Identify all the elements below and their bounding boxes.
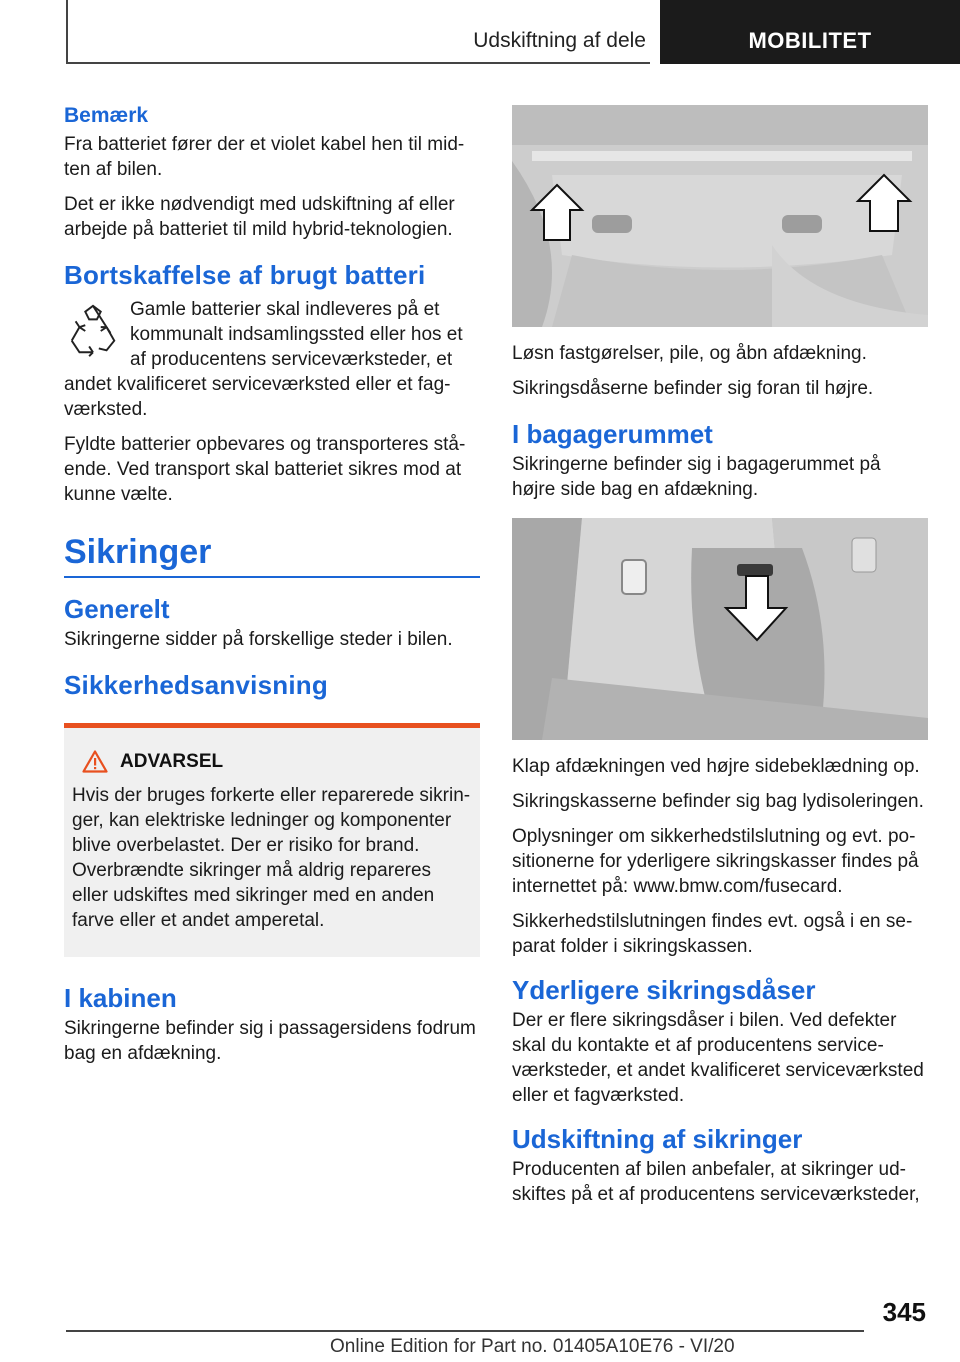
extra-fuses-heading: Yderligere sikringsdåser xyxy=(512,975,816,1005)
fuses-heading: Sikringer xyxy=(64,533,480,578)
photo-caption-1: Løsn fastgørelser, pile, og åbn afdækning. xyxy=(512,343,867,364)
safety-heading: Sikkerhedsanvisning xyxy=(64,670,328,700)
info-paragraph: Oplysninger om sikkerhedstilslutning og evt. positionerne for yderligere sikringskasser findes på internettet på: www.bmw.com/fusecard. xyxy=(512,826,919,897)
note-paragraph-2: Det er ikke nødvendigt med udskiftning af eller arbejde på batteriet til mild hybrid-teknologien. xyxy=(64,194,455,240)
disposal-block xyxy=(64,297,480,422)
trunk-paragraph: Sikringerne befinder sig i bagagerummet på højre side bag en afdækning. xyxy=(512,454,881,500)
warning-label: ADVARSEL xyxy=(120,750,224,772)
photo-caption-2: Klap afdækningen ved højre sidebeklædning op. xyxy=(512,756,920,777)
note-paragraph-1: Fra batteriet fører der et violet kabel hen til midten af bilen. xyxy=(64,134,465,180)
extra-fuses-paragraph: Der er flere sikringsdåser i bilen. Ved defekter skal du kontakte et af producentens serviceværksteder, et andet kvalificeret serviceværksted eller et fagværksted. xyxy=(512,1010,924,1106)
disposal-paragraph-1: Gamle batterier skal indleveres på et kommunalt indsamlingssted eller hos et af producentens serviceværksteder, et andet kvalificeret serviceværksted eller et fagværksted. xyxy=(64,299,463,420)
recycle-icon xyxy=(64,301,122,361)
disposal-heading: Bortskaffelse af brugt batteri xyxy=(64,260,426,290)
cabin-paragraph: Sikringerne befinder sig i passagersidens fodrum bag en afdækning. xyxy=(64,1018,476,1064)
warning-title xyxy=(72,750,472,773)
right-column xyxy=(512,105,928,1217)
replace-fuses-paragraph: Producenten af bilen anbefaler, at sikringer udskiftes på et af producentens serviceværksteder, xyxy=(512,1159,920,1205)
page-number: 345 xyxy=(882,1297,926,1327)
general-paragraph: Sikringerne sidder på forskellige steder i bilen. xyxy=(64,629,453,650)
fuse-boxes-paragraph: Sikringskasserne befinder sig bag lydisoleringen. xyxy=(512,791,924,812)
note-title: Bemærk xyxy=(64,104,149,127)
footer-edition: Online Edition for Part no. 01405A10E76 - VI/20 xyxy=(330,1336,735,1357)
disposal-paragraph-2: Fyldte batterier opbevares og transporteres stående. Ved transport skal batteriet sikres mod at kunne vælte. xyxy=(64,434,466,505)
trunk-heading: I bagagerummet xyxy=(512,419,713,449)
cabin-heading: I kabinen xyxy=(64,983,177,1013)
left-column xyxy=(64,100,480,1076)
fuse-cover-photo xyxy=(512,105,928,327)
warning-text: Hvis der bruges forkerte eller reparerede sikringer, kan elektriske ledninger og komponenter blive overbelastet. Der er risiko for brand. Overbrændte sikringer må aldrig repareres eller udskiftes med sikringer med en anden farve eller et andet amperetal. xyxy=(72,785,471,931)
front-fuse-paragraph: Sikringsdåserne befinder sig foran til højre. xyxy=(512,378,874,399)
header-section-title: Udskiftning af dele xyxy=(473,29,646,52)
folder-paragraph: Sikkerhedstilslutningen findes evt. også i en separat folder i sikringskassen. xyxy=(512,911,913,957)
header-left-rule xyxy=(66,0,68,64)
header-chapter-tab[interactable]: MOBILITET xyxy=(660,0,960,64)
warning-box xyxy=(64,723,480,957)
trunk-cover-illustration xyxy=(512,518,928,740)
footer-rule xyxy=(66,1330,864,1332)
replace-fuses-heading: Udskiftning af sikringer xyxy=(512,1124,803,1154)
general-heading: Generelt xyxy=(64,594,170,624)
trunk-photo xyxy=(512,518,928,740)
warning-triangle-icon xyxy=(82,750,108,773)
footwell-cover-illustration xyxy=(512,105,928,327)
